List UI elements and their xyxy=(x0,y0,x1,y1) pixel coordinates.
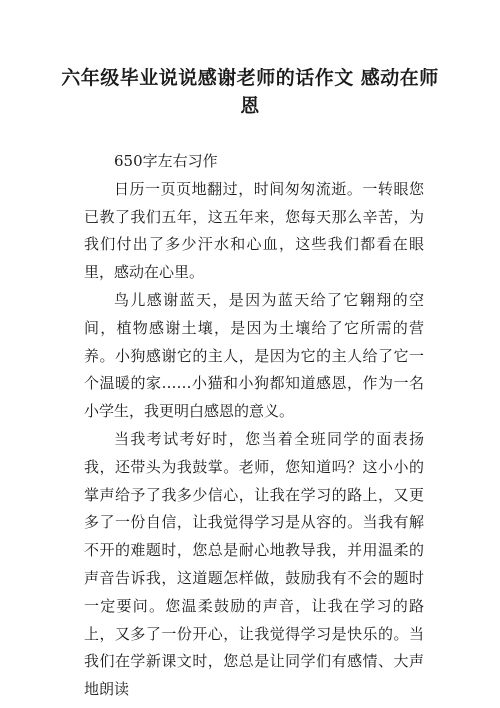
paragraph: 日历一页页地翻过，时间匆匆流逝。一转眼您已教了我们五年，这五年来，您每天那么辛苦，为我们付出了多少汗水和心血，这些我们都看在眼里，感动在心里。 xyxy=(84,179,424,282)
page-title: 六年级毕业说说感谢老师的话作文 感动在师恩 xyxy=(61,67,439,117)
article-body xyxy=(84,148,424,704)
paragraph: 鸟儿感谢蓝天，是因为蓝天给了它翱翔的空间，植物感谢土壤，是因为土壤给了它所需的营养。小狗感谢它的主人，是因为它的主人给了它一个温暖的家……小猫和小狗都知道感恩，作为一名小学生，我更明白感恩的意义。 xyxy=(84,290,424,421)
paragraph-subtitle: 650字左右习作 xyxy=(114,152,218,170)
paragraph: 当我考试考好时，您当着全班同学的面表扬我，还带头为我鼓掌。老师，您知道吗？这小小的掌声给予了我多少信心，让我在学习的路上，又更多了一份自信，让我觉得学习是从容的。当我有解不开的难题时，您总是耐心地教导我，并用温柔的声音告诉我，这道题怎样做，鼓励我有不会的题时一定要问。您温柔鼓励的声音，让我在学习的路上，又多了一份开心，让我觉得学习是快乐的。当我们在学新课文时，您总是让同学们有感情、大声地朗读 xyxy=(84,429,424,699)
